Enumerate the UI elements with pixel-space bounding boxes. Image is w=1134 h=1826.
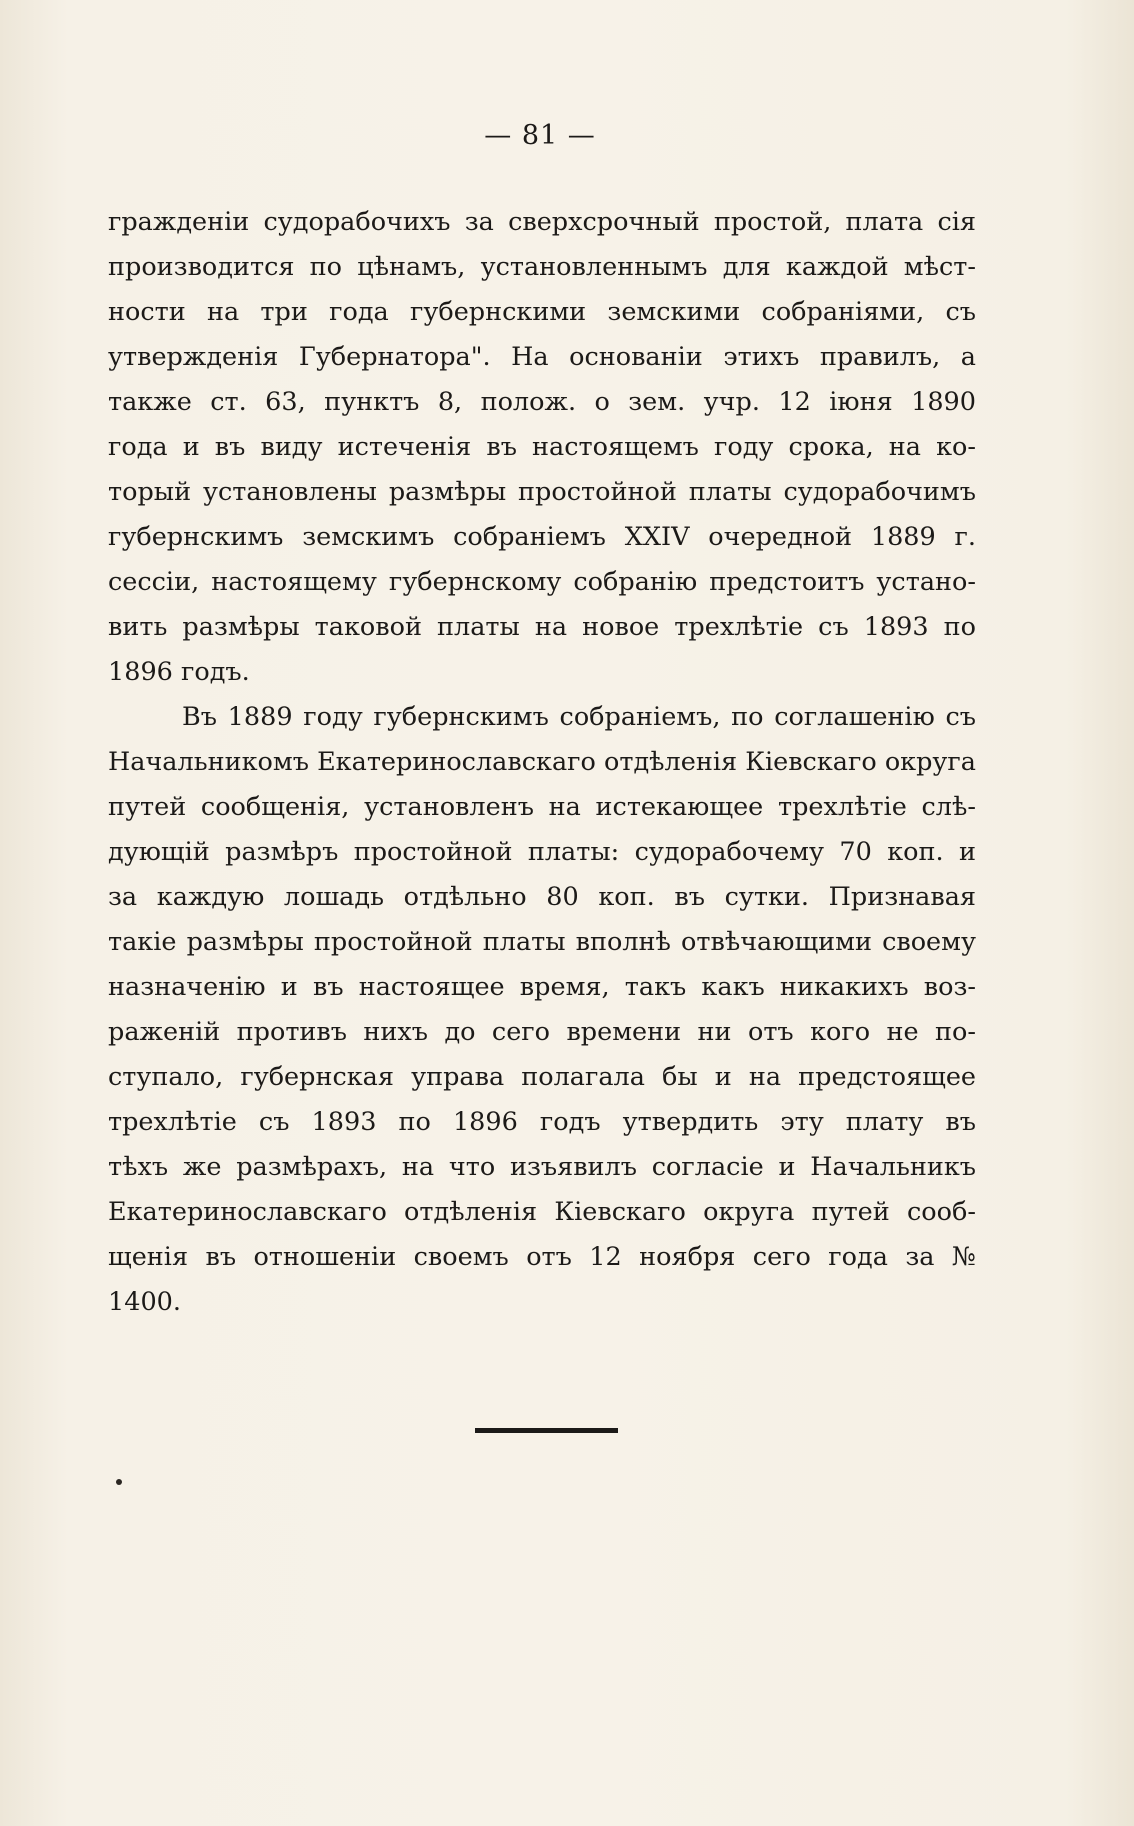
text-line: губернскимъ земскимъ собраніемъ XXIV очередной 1889 г. (108, 522, 976, 552)
text-line: ности на три года губернскими земскими собраніями, съ (108, 297, 976, 327)
text-line: путей сообщенія, установленъ на истекающее трехлѣтіе слѣ- (108, 792, 976, 822)
paragraph-end-line: 1400. (108, 1287, 182, 1317)
text-line: щенія въ отношеніи своемъ отъ 12 ноября сего года за № (108, 1242, 976, 1272)
text-line: тѣхъ же размѣрахъ, на что изъявилъ согласіе и Начальникъ (108, 1152, 976, 1182)
section-end-rule (475, 1428, 618, 1433)
paragraph-start-line: Въ 1889 году губернскимъ собраніемъ, по соглашенію съ (182, 702, 976, 732)
text-line: сессіи, настоящему губернскому собранію предстоитъ устано- (108, 567, 976, 597)
text-line: такіе размѣры простойной платы вполнѣ отвѣчающими своему (108, 927, 976, 957)
text-line: производится по цѣнамъ, установленнымъ для каждой мѣст- (108, 252, 976, 282)
page-number: — 81 — (484, 120, 596, 151)
body-text (108, 200, 976, 1325)
text-line: вить размѣры таковой платы на новое трехлѣтіе съ 1893 по (108, 612, 976, 642)
text-line: года и въ виду истеченія въ настоящемъ году срока, на ко- (108, 432, 976, 462)
ink-dot (116, 1479, 122, 1485)
text-line: дующій размѣръ простойной платы: судорабочему 70 коп. и (108, 837, 976, 867)
text-line: за каждую лошадь отдѣльно 80 коп. въ сутки. Признавая (108, 882, 976, 912)
text-line: назначенію и въ настоящее время, такъ какъ никакихъ воз- (108, 972, 976, 1002)
paragraph-end-line: 1896 годъ. (108, 657, 250, 687)
text-line: утвержденія Губернатора". На основаніи этихъ правилъ, а (108, 342, 976, 372)
text-line: Екатеринославскаго отдѣленія Кіевскаго округа путей сооб- (108, 1197, 976, 1227)
text-line: торый установлены размѣры простойной платы судорабочимъ (108, 477, 976, 507)
text-line: ступало, губернская управа полагала бы и на предстоящее (108, 1062, 976, 1092)
text-line: трехлѣтіе съ 1893 по 1896 годъ утвердить эту плату въ (108, 1107, 976, 1137)
text-line: раженій противъ нихъ до сего времени ни отъ кого не по- (108, 1017, 976, 1047)
text-line: Начальникомъ Екатеринославскаго отдѣленія Кіевскаго округа (108, 747, 976, 777)
text-line: гражденіи судорабочихъ за сверхсрочный простой, плата сія (108, 207, 976, 237)
text-line: также ст. 63, пунктъ 8, полож. о зем. учр. 12 іюня 1890 (108, 387, 976, 417)
